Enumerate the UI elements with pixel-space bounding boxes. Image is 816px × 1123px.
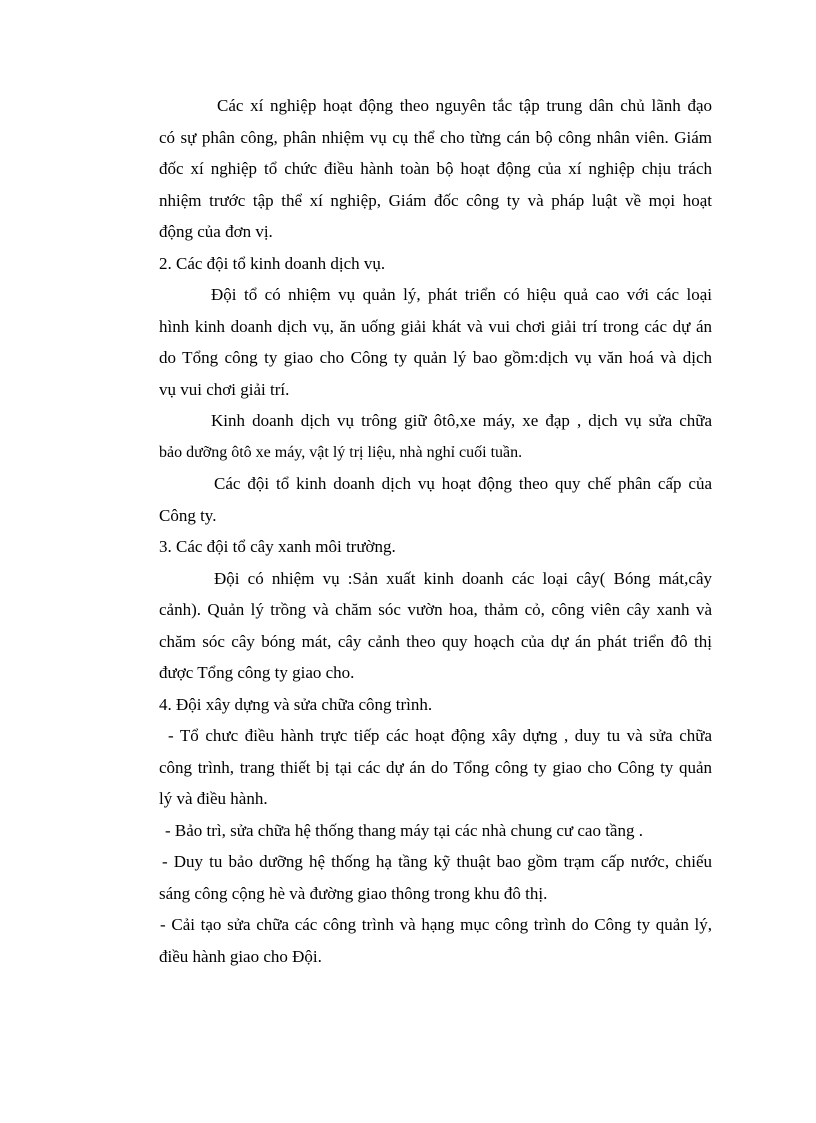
section-heading: 4. Đội xây dựng và sửa chữa công trình.	[159, 694, 433, 714]
paragraph-line: có sự phân công, phân nhiệm vụ cụ thể cho từng cán bộ công nhân viên. Giám	[159, 127, 712, 147]
paragraph-line: - Bảo trì, sửa chữa hệ thống thang máy tại các nhà chung cư cao tầng .	[165, 820, 643, 840]
paragraph-line: Công ty.	[159, 505, 217, 525]
paragraph-line: do Tổng công ty giao cho Công ty quản lý bao gồm:dịch vụ văn hoá và dịch	[159, 348, 712, 367]
paragraph-line: chăm sóc cây bóng mát, cây cảnh theo quy hoạch của dự án phát triển đô thị	[159, 631, 712, 651]
paragraph-line: nhiệm trước tập thể xí nghiệp, Giám đốc công ty và pháp luật về mọi hoạt	[159, 190, 712, 210]
paragraph-line: Kinh doanh dịch vụ trông giữ ôtô,xe máy, xe đạp , dịch vụ sửa chữa	[211, 411, 712, 430]
paragraph-line: - Duy tu bảo dưỡng hệ thống hạ tầng kỹ thuật bao gồm trạm cấp nước, chiếu	[162, 852, 712, 871]
document-body	[159, 90, 712, 972]
paragraph-line: Các đội tổ kinh doanh dịch vụ hoạt động theo quy chế phân cấp của	[214, 474, 712, 493]
paragraph-line: - Tổ chưc điều hành trực tiếp các hoạt động xây dựng , duy tu và sửa chữa	[168, 726, 712, 745]
section-heading: 2. Các đội tổ kinh doanh dịch vụ.	[159, 253, 386, 273]
paragraph-line: cảnh). Quản lý trồng và chăm sóc vườn hoa, thảm cỏ, công viên cây xanh và	[159, 600, 712, 619]
paragraph-line: - Cải tạo sửa chữa các công trình và hạng mục công trình do Công ty quản lý,	[160, 915, 712, 934]
paragraph-line: điều hành giao cho Đội.	[159, 946, 322, 966]
paragraph-line: Đội có nhiệm vụ :Sản xuất kinh doanh các loại cây( Bóng mát,cây	[214, 568, 712, 588]
paragraph-line: sáng công cộng hè và đường giao thông trong khu đô thị.	[159, 883, 548, 903]
paragraph-line: động của đơn vị.	[159, 222, 273, 241]
paragraph-line: hình kinh doanh dịch vụ, ăn uống giải khát và vui chơi giải trí trong các dự án	[159, 316, 712, 336]
paragraph-line: Đội tổ có nhiệm vụ quản lý, phát triển có hiệu quả cao với các loại	[211, 285, 712, 304]
paragraph-line: bảo dưỡng ôtô xe máy, vật lý trị liệu, nhà nghỉ cuối tuần.	[159, 443, 523, 461]
paragraph-line: đốc xí nghiệp tổ chức điều hành toàn bộ hoạt động của xí nghiệp chịu trách	[159, 159, 712, 178]
paragraph-line: Các xí nghiệp hoạt động theo nguyên tắc tập trung dân chủ lãnh đạo	[217, 96, 712, 115]
paragraph-line: công trình, trang thiết bị tại các dự án do Tổng công ty giao cho Công ty quản	[159, 757, 712, 777]
paragraph-line: lý và điều hành.	[159, 789, 268, 808]
paragraph-line: được Tổng công ty giao cho.	[159, 663, 355, 682]
section-heading: 3. Các đội tổ cây xanh môi trường.	[159, 537, 396, 556]
paragraph-line: vụ vui chơi giải trí.	[159, 379, 290, 399]
